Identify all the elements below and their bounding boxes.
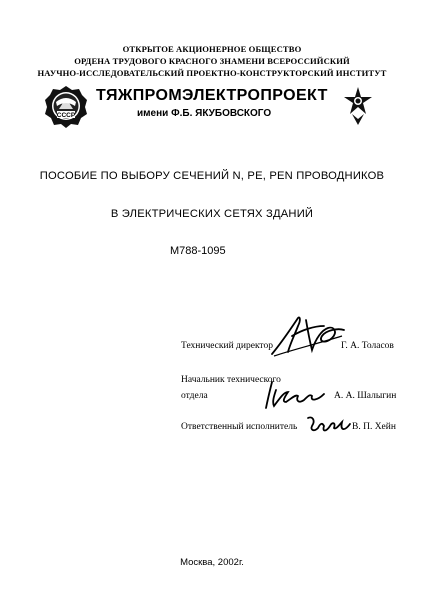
handwritten-signature-hein: [306, 414, 354, 438]
org-line-1: ОТКРЫТОЕ АКЦИОНЕРНОЕ ОБЩЕСТВО: [122, 44, 302, 54]
org-line-2: ОРДЕНА ТРУДОВОГО КРАСНОГО ЗНАМЕНИ ВСЕРОССИЙСКИЙ: [74, 56, 350, 66]
signature-name-tolasov: Г. А. Толасов: [341, 341, 394, 351]
document-title-line-1: ПОСОБИЕ ПО ВЫБОРУ СЕЧЕНИЙ N, PE, PEN ПРОВОДНИКОВ: [39, 170, 385, 182]
handwritten-signature-shalygin: [262, 380, 332, 410]
document-title-line-2: В ЭЛЕКТРИЧЕСКИХ СЕТЯХ ЗДАНИЙ: [110, 208, 314, 220]
brand-name: ТЯЖПРОМЭЛЕКТРОПРОЕКТ: [96, 87, 328, 104]
emblem-text: СССР: [56, 112, 76, 119]
handwritten-signature-tolasov: [268, 312, 348, 358]
order-of-red-banner-emblem-icon: [44, 84, 88, 128]
signature-role-responsible-executor: Ответственный исполнитель: [181, 422, 298, 432]
signature-role-technical-director: Технический директор: [181, 341, 273, 351]
footer-place-date: Москва, 2002г.: [180, 557, 244, 568]
org-line-3: НАУЧНО-ИССЛЕДОВАТЕЛЬСКИЙ ПРОЕКТНО-КОНСТРУКТОРСКИЙ ИНСТИТУТ: [37, 68, 387, 78]
brand-subtitle: имени Ф.Б. ЯКУБОВСКОГО: [137, 108, 272, 119]
signature-role-head-technical-line-2: отдела: [181, 391, 208, 401]
document-code: М788-1095: [170, 245, 226, 257]
signature-name-shalygin: А. А. Шалыгин: [334, 391, 397, 401]
order-star-medal-emblem-icon: [342, 86, 374, 126]
signature-role-head-technical-line-1: Начальник технического: [181, 375, 281, 385]
signature-name-hein: В. П. Хейн: [352, 422, 396, 432]
